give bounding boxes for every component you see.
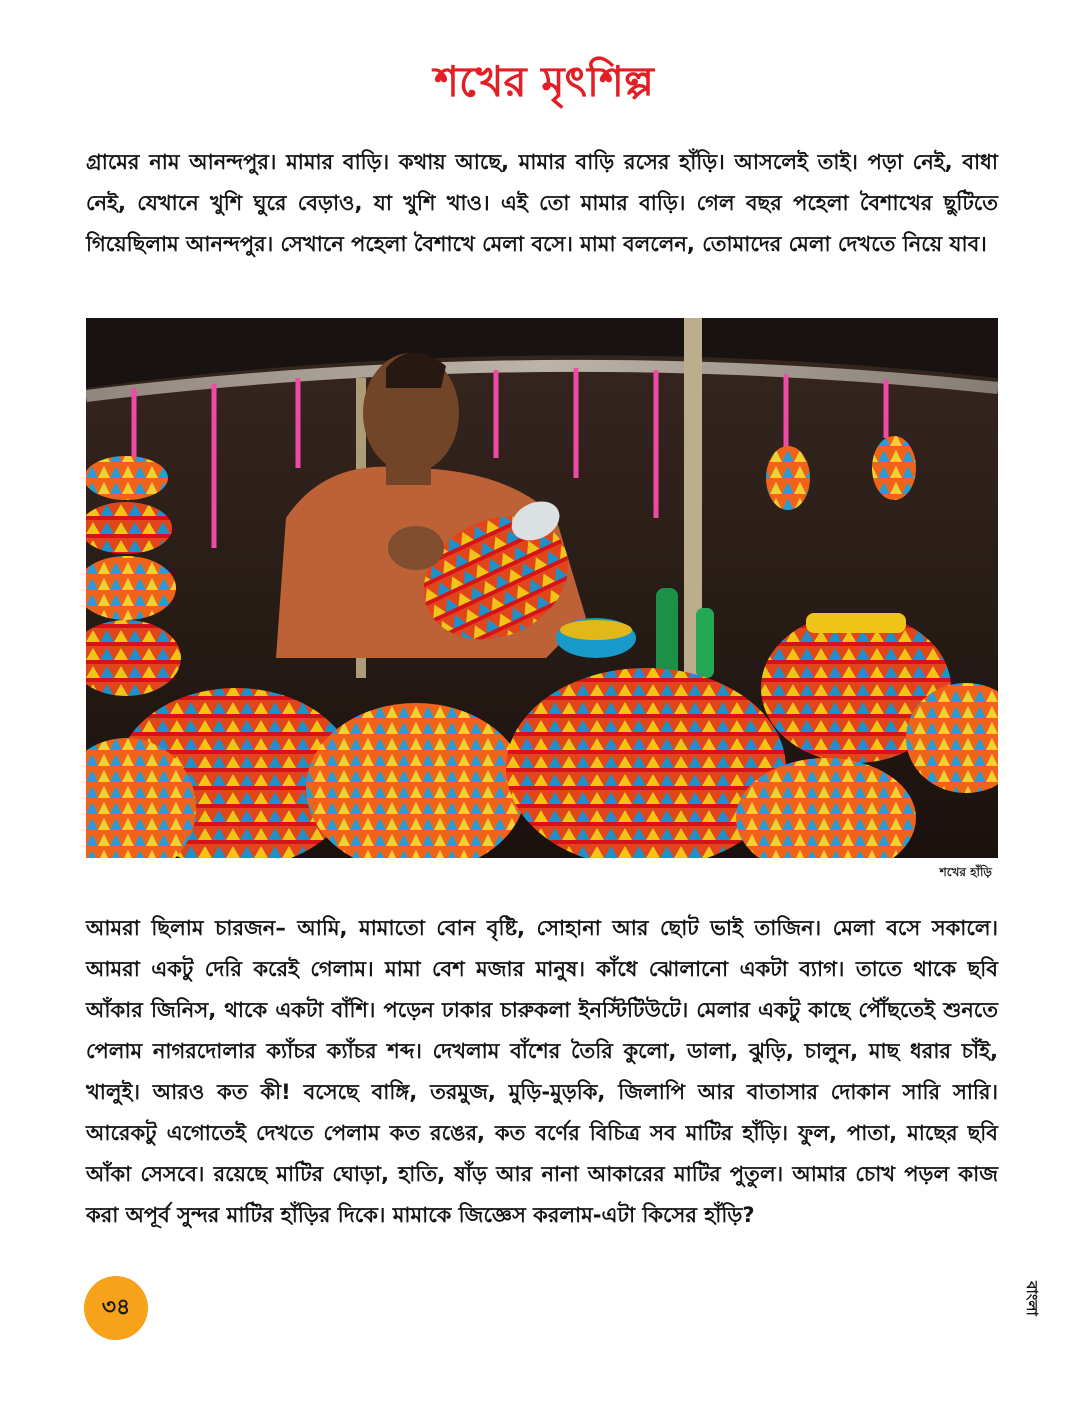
page-number-badge	[84, 1276, 148, 1340]
page-number: ৩৪	[101, 1294, 131, 1320]
paragraph-intro: গ্রামের নাম আনন্দপুর। মামার বাড়ি। কথায় আছে, মামার বাড়ি রসের হাঁড়ি। আসলেই তাই। পড়া নেই, বাধা নেই, যেখানে খুশি ঘুরে বেড়াও, যা খুশি খাও। এই তো মামার বাড়ি। গেল বছর পহেলা বৈশাখের ছুটিতে গিয়েছিলাম আনন্দপুর। সেখানে পহেলা বৈশাখে মেলা বসে। মামা বললেন, তোমাদের মেলা দেখতে নিয়ে যাব।	[86, 150, 998, 256]
paragraph-fair: আমরা ছিলাম চারজন– আমি, মামাতো বোন বৃষ্টি, সোহানা আর ছোট ভাই তাজিন। মেলা বসে সকালে। আমরা একটু দেরি করেই গেলাম। মামা বেশ মজার মানুষ। কাঁধে ঝোলানো একটা ব্যাগ। তাতে থাকে ছবি আঁকার জিনিস, থাকে একটা বাঁশি। পড়েন ঢাকার চারুকলা ইনস্টিটিউটে। মেলার একটু কাছে পৌঁছতেই শুনতে পেলাম নাগরদোলার ক্যাঁচর ক্যাঁচর শব্দ। দেখলাম বাঁশের তৈরি কুলো, ডালা, ঝুড়ি, চালুন, মাছ ধরার চাঁই, খালুই। আরও কত কী! বসেছে বাঙ্গি, তরমুজ, মুড়ি-মুড়কি, জিলাপি আর বাতাসার দোকান সারি সারি। আরেকটু এগোতেই দেখতে পেলাম কত রঙের, কত বর্ণের বিচিত্র সব মাটির হাঁড়ি। ফুল, পাতা, মাছের ছবি আঁকা সেসবে। রয়েছে মাটির ঘোড়া, হাতি, ষাঁড় আর নানা আকারের মাটির পুতুল। আমার চোখ পড়ল কাজ করা অপূর্ব সুন্দর মাটির হাঁড়ির দিকে। মামাকে জিজ্ঞেস করলাম-এটা কিসের হাঁড়ি?	[86, 916, 998, 1227]
pottery-photo-illustration	[86, 318, 998, 858]
subject-margin-mark	[1010, 1262, 1050, 1334]
photo-potter-with-painted-pots	[86, 318, 998, 858]
page-title: শখের মৃৎশিল্প	[434, 57, 654, 106]
photo-caption: শখের হাঁড়ি	[939, 865, 992, 879]
margin-mark-text: বাংলা	[1022, 1280, 1041, 1316]
